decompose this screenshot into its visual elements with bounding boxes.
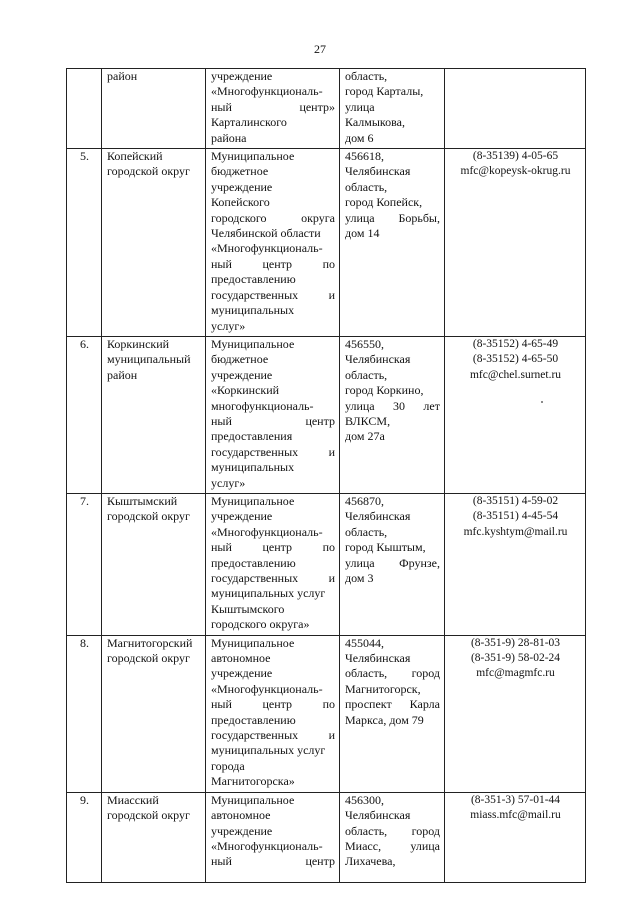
organization-line: города: [211, 758, 245, 773]
contacts-cell: [445, 792, 586, 882]
address-line: дом 14: [345, 226, 380, 241]
organization-line: муниципальных услуг: [211, 586, 326, 601]
address-line: 456300,: [345, 792, 384, 807]
organization-line: учреждение: [211, 666, 273, 681]
address-line: область, город: [345, 823, 440, 838]
organization-line: предоставлению: [211, 272, 296, 287]
row-number: 5.: [67, 149, 102, 337]
address-line: город Карталы,: [345, 84, 424, 99]
organization-line: услуг»: [211, 475, 246, 490]
address-line: Челябинская: [345, 808, 411, 823]
organization-line: ный центр: [211, 854, 335, 869]
organization-line: «Многофункциональ-: [211, 838, 323, 853]
email-line: mfc@kopeysk-okrug.ru: [460, 165, 571, 178]
address-line: область,: [345, 69, 388, 83]
contact-line: (8-35151) 4-45-54: [472, 510, 559, 523]
mfc-directory-table: [66, 68, 586, 883]
address-line: область, город: [345, 666, 440, 681]
district-cell: [102, 149, 206, 337]
organization-line: ный центр по: [211, 697, 335, 712]
organization-line: бюджетное: [211, 164, 269, 179]
address-line: Калмыкова,: [345, 115, 405, 130]
organization-line: Копейского: [211, 195, 270, 210]
district-cell: [102, 635, 206, 792]
address-line: улица Борьбы,: [345, 210, 440, 225]
address-line: Маркса, дом 79: [345, 712, 424, 727]
contact-line: (8-35152) 4-65-49: [472, 337, 559, 350]
organization-line: городского округа: [211, 210, 335, 225]
address-line: дом 27а: [345, 429, 385, 444]
email-line: mfc@chel.surnet.ru: [469, 368, 562, 381]
district-line: Магнитогорский: [107, 635, 193, 650]
address-cell: [340, 69, 445, 149]
address-line: область,: [345, 524, 388, 539]
organization-cell: [206, 69, 340, 149]
table-body: [67, 69, 586, 883]
district-cell: [102, 493, 206, 635]
contacts-cell: [445, 635, 586, 792]
organization-line: учреждение: [211, 69, 273, 83]
scan-speck: [541, 401, 543, 403]
organization-line: ный центр по: [211, 540, 335, 555]
district-cell: [102, 69, 206, 149]
district-line: городской округ: [107, 651, 190, 666]
district-line: Кыштымский: [107, 493, 178, 508]
organization-line: автономное: [211, 651, 271, 666]
contacts-cell: [445, 336, 586, 493]
district-line: Коркинский: [107, 336, 170, 351]
address-line: дом 3: [345, 571, 374, 585]
row-number: [67, 69, 102, 149]
organization-line: учреждение: [211, 367, 273, 382]
row-number: 7.: [67, 493, 102, 635]
address-line: улица Фрунзе,: [345, 555, 440, 570]
organization-line: муниципальных: [211, 460, 295, 475]
contact-line: (8-35152) 4-65-50: [472, 353, 559, 366]
address-line: 456618,: [345, 149, 384, 164]
district-line: Миасский: [107, 792, 159, 807]
district-cell: [102, 336, 206, 493]
table-row: [67, 336, 586, 493]
organization-line: государственных и: [211, 287, 335, 302]
address-line: Миасс, улица: [345, 838, 440, 853]
address-line: Челябинская: [345, 509, 411, 524]
email-line: miass.mfc@mail.ru: [470, 809, 561, 822]
contact-line: (8-35139) 4-05-65: [472, 150, 559, 163]
organization-line: городского округа»: [211, 617, 310, 632]
district-line: муниципальный: [107, 352, 191, 367]
contacts-cell: [445, 69, 586, 149]
organization-line: государственных и: [211, 444, 335, 459]
contact-line: (8-35151) 4-59-02: [472, 494, 559, 507]
table-row: [67, 149, 586, 337]
organization-line: Муниципальное: [211, 149, 295, 164]
address-line: Челябинская: [345, 164, 411, 179]
organization-line: «Многофункциональ-: [211, 241, 323, 256]
contact-line: (8-351-9) 58-02-24: [470, 652, 561, 665]
page-number: 27: [314, 42, 326, 56]
row-number: 6.: [67, 336, 102, 493]
contacts-cell: [445, 493, 586, 635]
address-line: проспект Карла: [345, 697, 440, 712]
contact-line: (8-351-9) 28-81-03: [470, 636, 561, 649]
row-number: 9.: [67, 792, 102, 882]
organization-line: ный центр по: [211, 256, 335, 271]
address-line: область,: [345, 367, 388, 382]
address-line: улица 30 лет: [345, 398, 440, 413]
organization-line: учреждение: [211, 179, 273, 194]
organization-cell: [206, 792, 340, 882]
address-line: город Копейск,: [345, 195, 423, 210]
address-line: Лихачева,: [345, 854, 396, 869]
organization-cell: [206, 149, 340, 337]
organization-line: муниципальных: [211, 303, 295, 318]
address-line: Челябинская: [345, 651, 411, 666]
organization-line: предоставлению: [211, 555, 296, 570]
address-line: 455044,: [345, 635, 384, 650]
organization-cell: [206, 493, 340, 635]
organization-line: ный центр: [211, 413, 335, 428]
address-line: 456870,: [345, 493, 384, 508]
address-line: область,: [345, 179, 388, 194]
contact-line: (8-351-3) 57-01-44: [470, 793, 561, 806]
table-row: [67, 635, 586, 792]
organization-line: Карталинского: [211, 115, 287, 130]
district-line: городской округ: [107, 509, 190, 524]
organization-line: «Многофункциональ-: [211, 524, 323, 539]
organization-line: Муниципальное: [211, 493, 295, 508]
district-line: Копейский: [107, 149, 163, 164]
district-line: район: [107, 69, 138, 83]
organization-line: «Многофункциональ-: [211, 84, 323, 99]
address-line: город Коркино,: [345, 383, 424, 398]
organization-line: предоставлению: [211, 712, 296, 727]
organization-line: «Многофункциональ-: [211, 681, 323, 696]
contacts-cell: [445, 149, 586, 337]
row-number: 8.: [67, 635, 102, 792]
address-cell: [340, 493, 445, 635]
address-cell: [340, 336, 445, 493]
address-line: ВЛКСМ,: [345, 413, 391, 428]
district-line: район: [107, 367, 138, 382]
district-line: городской округ: [107, 164, 190, 179]
organization-cell: [206, 336, 340, 493]
address-cell: [340, 635, 445, 792]
address-cell: [340, 149, 445, 337]
address-line: улица: [345, 99, 375, 114]
organization-line: Кыштымского: [211, 601, 285, 616]
organization-line: Магнитогорска»: [211, 774, 295, 789]
organization-line: Муниципальное: [211, 635, 295, 650]
table-row: [67, 69, 586, 149]
organization-line: учреждение: [211, 823, 273, 838]
organization-cell: [206, 635, 340, 792]
organization-line: предоставления: [211, 429, 293, 444]
organization-line: ный центр»: [211, 99, 335, 114]
organization-line: Муниципальное: [211, 336, 295, 351]
address-line: дом 6: [345, 130, 374, 145]
organization-line: многофункциональ-: [211, 398, 314, 413]
organization-line: услуг»: [211, 318, 246, 333]
address-line: Челябинская: [345, 352, 411, 367]
organization-line: Муниципальное: [211, 792, 295, 807]
address-cell: [340, 792, 445, 882]
organization-line: государственных и: [211, 571, 335, 585]
address-line: Магнитогорск,: [345, 681, 421, 696]
organization-line: муниципальных услуг: [211, 743, 326, 758]
organization-line: учреждение: [211, 509, 273, 524]
organization-line: государственных и: [211, 728, 335, 743]
email-line: mfc@magmfc.ru: [476, 667, 555, 680]
table-row: [67, 493, 586, 635]
district-cell: [102, 792, 206, 882]
organization-line: «Коркинский: [211, 383, 280, 398]
email-line: mfc.kyshtym@mail.ru: [463, 525, 568, 538]
organization-line: автономное: [211, 808, 271, 823]
organization-line: бюджетное: [211, 352, 269, 367]
address-line: 456550,: [345, 336, 384, 351]
district-line: городской округ: [107, 808, 190, 823]
address-line: город Кыштым,: [345, 540, 426, 555]
table-row: [67, 792, 586, 882]
organization-line: Челябинской области: [211, 226, 321, 241]
organization-line: района: [211, 130, 247, 145]
